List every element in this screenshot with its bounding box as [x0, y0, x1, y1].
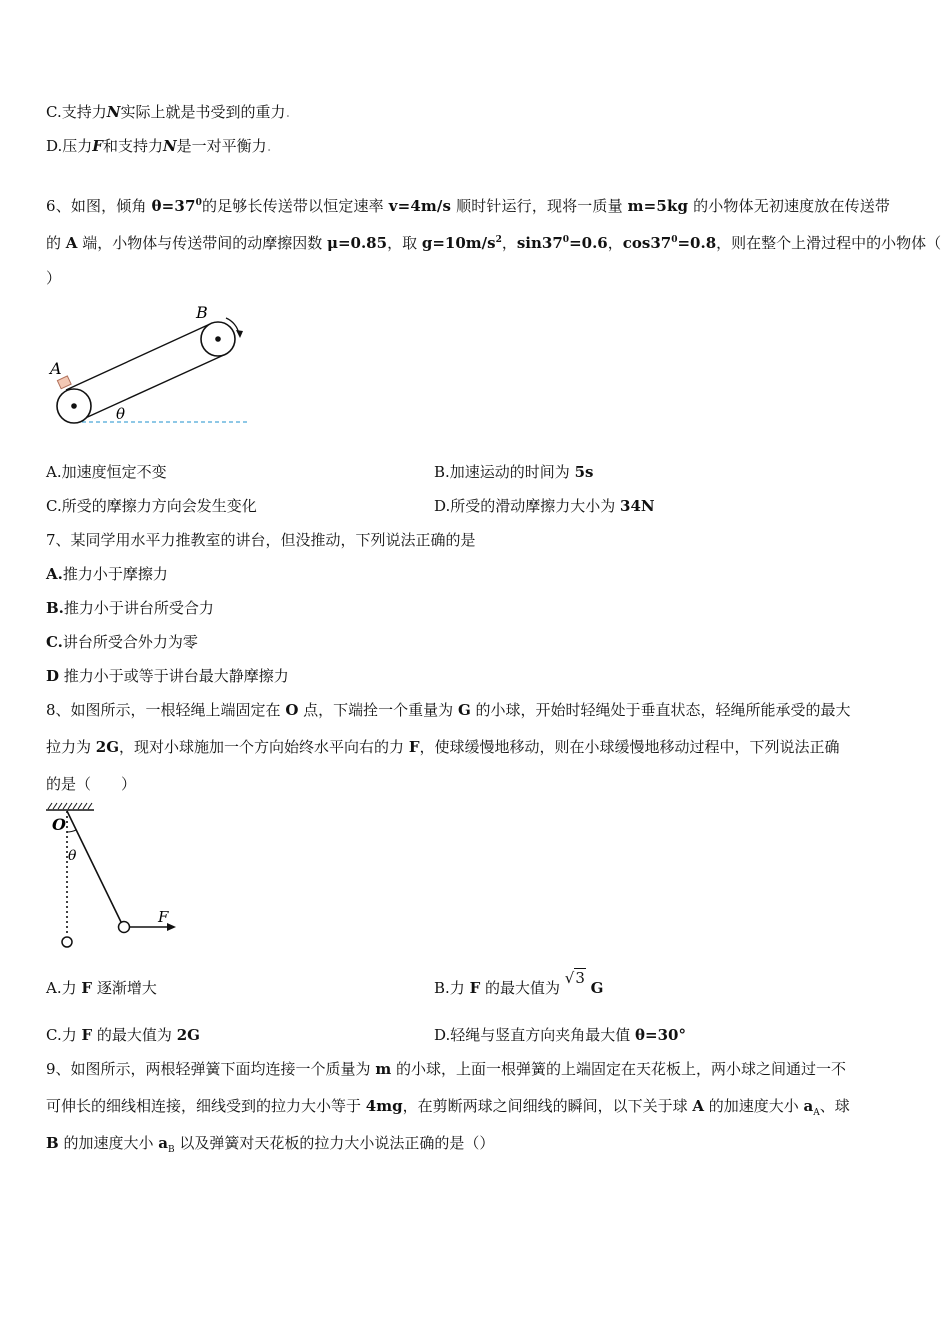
stem-text: 以及弹簧对天花板的拉力大小说法正确的是（） — [174, 1134, 495, 1152]
option-text: 压力 — [62, 137, 93, 155]
stem-text: 的小物体无初速度放在传送带 — [688, 197, 891, 215]
option-text: 是一对平衡力 — [176, 137, 267, 155]
degree-sup: 0 — [562, 235, 570, 245]
cos-label: cos37 — [622, 234, 672, 252]
stem-text: ， — [501, 234, 517, 252]
option-prefix: A. — [46, 565, 63, 583]
option-text: 逐渐增大 — [92, 979, 157, 997]
stem-text: 点，下端拴一个重量为 — [298, 701, 458, 719]
stem-text: 8、如图所示，一根轻绳上端固定在 — [46, 701, 286, 719]
option-text: 加速度恒定不变 — [61, 463, 167, 481]
option-text: 所受的滑动摩擦力大小为 — [450, 497, 621, 515]
option-value: 2G — [176, 1026, 200, 1044]
cos-value: =0.8 — [677, 234, 717, 252]
stem-text: 的小球，开始时轻绳处于垂直状态，轻绳所能承受的最大 — [470, 701, 851, 719]
pulley-a-axle — [71, 403, 77, 409]
belt-bottom — [81, 354, 226, 420]
pulley-b-axle — [215, 336, 221, 342]
rotation-arrow-icon — [236, 330, 243, 338]
option-prefix: C. — [46, 497, 62, 515]
q5-option-c — [46, 102, 290, 122]
sin-label: sin37 — [516, 234, 563, 252]
degree-sup: 0 — [671, 235, 678, 245]
mu-value: μ=0.85 — [326, 234, 388, 252]
stem-text: 的足够长传送带以恒定速率 — [202, 197, 389, 215]
stem-text: 的 — [46, 234, 66, 252]
force-f: F — [408, 738, 420, 756]
option-text: 讲台所受合外力为零 — [62, 633, 198, 651]
q7-option-c — [46, 632, 198, 652]
option-unit: G — [590, 979, 604, 997]
stem-text: ，在剪断两球之间细线的瞬间，以下关于球 — [402, 1097, 693, 1115]
q7-option-b — [46, 598, 214, 618]
option-text: 力 — [61, 1026, 82, 1044]
stem-text: 、球 — [819, 1097, 850, 1115]
q6-option-d — [434, 496, 655, 516]
q9-stem-line-2 — [46, 1096, 850, 1116]
option-text: 的最大值为 — [480, 979, 565, 997]
stem-text: ，现对小球施加一个方向始终水平向右的力 — [119, 738, 409, 756]
subscript-b: B — [167, 1145, 175, 1155]
sin-value: =0.6 — [569, 234, 608, 252]
q8-stem-line-3: 的是（ ） — [46, 775, 137, 793]
q6-option-b — [434, 462, 593, 482]
force-f: F — [469, 979, 481, 997]
stem-text: ，则在整个上滑过程中的小物体（ — [716, 234, 942, 252]
variable-n: N — [106, 103, 121, 121]
option-text: 和支持力 — [102, 137, 163, 155]
option-text: 推力小于摩擦力 — [62, 565, 168, 583]
ball-a: A — [692, 1097, 704, 1115]
label-theta: θ — [68, 848, 77, 864]
option-text: 实际上就是书受到的重力 — [120, 103, 286, 121]
conveyor-belt-figure — [46, 300, 256, 430]
stem-text: 顺时针运行，现将一质量 — [451, 197, 628, 215]
label-f: F — [158, 908, 169, 926]
option-end: . — [285, 103, 291, 121]
option-prefix: C. — [46, 633, 63, 651]
option-end: . — [266, 137, 272, 155]
label-b: B — [196, 303, 208, 322]
option-text: 加速运动的时间为 — [449, 463, 575, 481]
label-o: O — [52, 815, 66, 834]
option-prefix: A. — [46, 463, 62, 481]
mass-value: m=5kg — [627, 197, 689, 215]
option-text: 轻绳与竖直方向夹角最大值 — [450, 1026, 636, 1044]
q8-option-c — [46, 1025, 200, 1045]
tension-value: 4mg — [365, 1097, 403, 1115]
speed-value: v=4m/s — [388, 197, 452, 215]
variable-f: F — [92, 137, 103, 155]
angle-arc — [67, 830, 76, 832]
point-o: O — [285, 701, 299, 719]
q5-option-d — [46, 136, 271, 156]
q7-stem: 7、某同学用水平力推教室的讲台，但没推动，下列说法正确的是 — [46, 531, 476, 549]
option-value: 34N — [620, 497, 655, 515]
q8-stem-line-1 — [46, 700, 851, 720]
stem-text: 9、如图所示，两根轻弹簧下面均连接一个质量为 — [46, 1060, 376, 1078]
force-f: F — [81, 979, 93, 997]
point-a: A — [65, 234, 78, 252]
option-text: 支持力 — [61, 103, 107, 121]
option-text: 力 — [61, 979, 82, 997]
option-value: 5s — [574, 463, 594, 481]
q9-stem-line-1 — [46, 1059, 846, 1079]
stem-text: 拉力为 — [46, 738, 96, 756]
belt-top — [66, 324, 210, 390]
q8-option-a — [46, 978, 157, 998]
ceiling-hatching — [48, 803, 92, 809]
subscript-a: A — [813, 1108, 820, 1118]
q6-stem-line-2 — [46, 233, 941, 253]
q9-stem-line-3 — [46, 1133, 494, 1153]
option-prefix: C. — [46, 1026, 62, 1044]
option-prefix: D. — [434, 1026, 451, 1044]
exponent: 2 — [495, 235, 502, 245]
initial-ball — [62, 937, 72, 947]
option-value: θ=30° — [635, 1026, 686, 1044]
q8-stem-line-2 — [46, 737, 839, 757]
q6-option-a — [46, 462, 167, 482]
stem-text: 可伸长的细线相连接，细线受到的拉力大小等于 — [46, 1097, 366, 1115]
q6-option-c — [46, 496, 257, 516]
ball — [119, 922, 130, 933]
option-prefix: B. — [46, 599, 64, 617]
degree-sup: 0 — [195, 198, 202, 208]
accel-a: a — [803, 1097, 814, 1115]
stem-text: 端，小物体与传送带间的动摩擦因数 — [77, 234, 327, 252]
accel-b: a — [158, 1134, 168, 1152]
option-prefix: D — [46, 667, 60, 685]
q8-option-b — [434, 969, 604, 998]
g-value: g=10m/s — [421, 234, 496, 252]
label-theta: θ — [116, 405, 126, 423]
mass-m: m — [375, 1060, 392, 1078]
sqrt-expression — [565, 968, 586, 988]
option-prefix: D. — [46, 137, 63, 155]
rope — [67, 811, 121, 922]
sqrt-radicand: 3 — [575, 969, 585, 987]
option-prefix: B. — [434, 979, 450, 997]
max-tension: 2G — [95, 738, 120, 756]
stem-text: ，取 — [387, 234, 422, 252]
option-prefix: C. — [46, 103, 62, 121]
stem-text: 6、如图，倾角 — [46, 197, 152, 215]
q7-option-a — [46, 564, 168, 584]
stem-text: 的小球，上面一根弹簧的上端固定在天花板上，两小球之间通过一不 — [391, 1060, 846, 1078]
label-a: A — [50, 359, 62, 378]
option-text: 推力小于讲台所受合力 — [63, 599, 214, 617]
stem-text: 的加速度大小 — [58, 1134, 159, 1152]
q6-stem-line-3: ） — [46, 269, 62, 287]
q8-option-d — [434, 1025, 686, 1045]
sqrt-icon: √ — [564, 969, 575, 987]
option-text: 力 — [449, 979, 470, 997]
variable-n: N — [162, 137, 177, 155]
pendulum-figure — [40, 802, 190, 957]
option-text: 推力小于或等于讲台最大静摩擦力 — [59, 667, 289, 685]
q7-option-d — [46, 666, 289, 686]
stem-text: 的加速度大小 — [704, 1097, 804, 1115]
option-text: 的最大值为 — [92, 1026, 177, 1044]
theta-value: θ=37 — [151, 197, 196, 215]
option-text: 所受的摩擦力方向会发生变化 — [61, 497, 257, 515]
stem-text: ， — [607, 234, 623, 252]
ball-b: B — [46, 1134, 59, 1152]
q6-stem-line-1 — [46, 196, 890, 216]
weight-g: G — [457, 701, 471, 719]
option-prefix: D. — [434, 497, 451, 515]
force-f: F — [81, 1026, 93, 1044]
option-prefix: B. — [434, 463, 450, 481]
option-prefix: A. — [46, 979, 62, 997]
stem-text: ，使球缓慢地移动，则在小球缓慢地移动过程中，下列说法正确 — [419, 738, 840, 756]
